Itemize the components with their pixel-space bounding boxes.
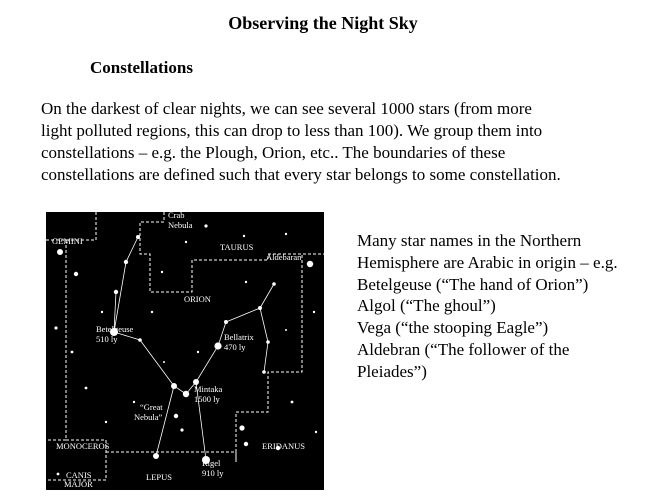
intro-line: constellations – e.g. the Plough, Orion, etc.. The boundaries of these [41, 143, 506, 162]
star-mintaka [183, 391, 189, 397]
gemini-label: GEMINI [52, 236, 83, 246]
betelgeuse-label-1: Betelgeuse [96, 324, 134, 334]
star-names-paragraph [357, 230, 642, 383]
star [105, 421, 107, 423]
boundary-eridanus [236, 254, 302, 462]
star [197, 351, 199, 353]
star [133, 401, 135, 403]
star-belt-3 [171, 383, 177, 389]
star-names-line: Aldebran (“The follower of the [357, 339, 570, 359]
canis-major-label-1: CANIS [66, 470, 92, 480]
star [313, 311, 315, 313]
star [204, 224, 207, 227]
aldebaran-label: Aldebaran [266, 252, 302, 262]
star [136, 235, 140, 239]
star [101, 311, 103, 313]
star [54, 326, 57, 329]
orion-arm-lines [114, 237, 138, 332]
canis-major-label-2: MAJOR [64, 479, 93, 489]
orion-star-chart [46, 212, 324, 490]
star [85, 387, 88, 390]
mintaka-label-1: Mintaka [194, 384, 223, 394]
bellatrix-label-1: Bellatrix [224, 332, 254, 342]
star [180, 428, 183, 431]
bellatrix-label-2: 470 ly [224, 342, 246, 352]
star [262, 370, 266, 374]
star [71, 351, 74, 354]
star [174, 414, 178, 418]
star [185, 241, 187, 243]
star [258, 306, 262, 310]
star [285, 329, 287, 331]
star [239, 425, 244, 430]
star [243, 235, 245, 237]
orion-shield-lines [226, 284, 274, 372]
star [245, 281, 247, 283]
star-names-line: Many star names in the Northern [357, 231, 582, 250]
star-gemini-2 [74, 272, 78, 276]
page-title: Observing the Night Sky [228, 13, 418, 33]
star [315, 431, 317, 433]
great-nebula-label-1: “Great [140, 402, 163, 412]
star [138, 338, 142, 342]
star [285, 233, 287, 235]
intro-paragraph [41, 98, 641, 186]
mintaka-label-2: 1500 ly [194, 394, 220, 404]
star [244, 442, 248, 446]
star [291, 401, 294, 404]
stars [54, 224, 317, 475]
star-names-line: Pleiades”) [357, 361, 427, 381]
star-aldebaran [307, 261, 313, 267]
betelgeuse-label-2: 510 ly [96, 334, 118, 344]
rigel-label-2: 910 ly [202, 468, 224, 478]
eridanus-label: ERIDANUS [262, 441, 305, 451]
star-names-line: Betelgeuse (“The hand of Orion”) [357, 274, 589, 294]
intro-line: constellations are defined such that every star belongs to some constellation. [41, 165, 561, 184]
star-saiph [153, 453, 159, 459]
star-gemini-1 [57, 249, 63, 255]
intro-line: light polluted regions, this can drop to less than 100). We group them into [41, 121, 543, 140]
star-names-line: Algol (“The ghoul”) [357, 296, 496, 316]
crab-nebula-label-2: Nebula [168, 220, 193, 230]
star [114, 290, 118, 294]
star [57, 473, 60, 476]
star [266, 340, 270, 344]
star [161, 271, 163, 273]
star [124, 260, 128, 264]
star-bellatrix [214, 342, 221, 349]
star [151, 311, 153, 313]
orion-label: ORION [184, 294, 211, 304]
monoceros-label: MONOCEROS [56, 441, 110, 451]
boundary-monoceros [46, 240, 66, 440]
star-names-line: Hemisphere are Arabic in origin – e.g. [357, 252, 618, 272]
crab-nebula-label-1: Crab [168, 212, 185, 220]
section-heading: Constellations [90, 58, 193, 77]
orion-body-lines [114, 292, 226, 394]
star-names-line: Vega (“the stooping Eagle”) [357, 318, 549, 338]
lepus-label: LEPUS [146, 472, 172, 482]
star-chart-svg [46, 212, 324, 490]
star [272, 282, 276, 286]
star [163, 361, 165, 363]
star [224, 320, 228, 324]
taurus-label: TAURUS [220, 242, 254, 252]
orion-figure [114, 237, 274, 460]
rigel-label-1: Rigel [202, 458, 221, 468]
intro-line: On the darkest of clear nights, we can see several 1000 stars (from more [41, 99, 532, 118]
great-nebula-label-2: Nebula” [134, 412, 163, 422]
